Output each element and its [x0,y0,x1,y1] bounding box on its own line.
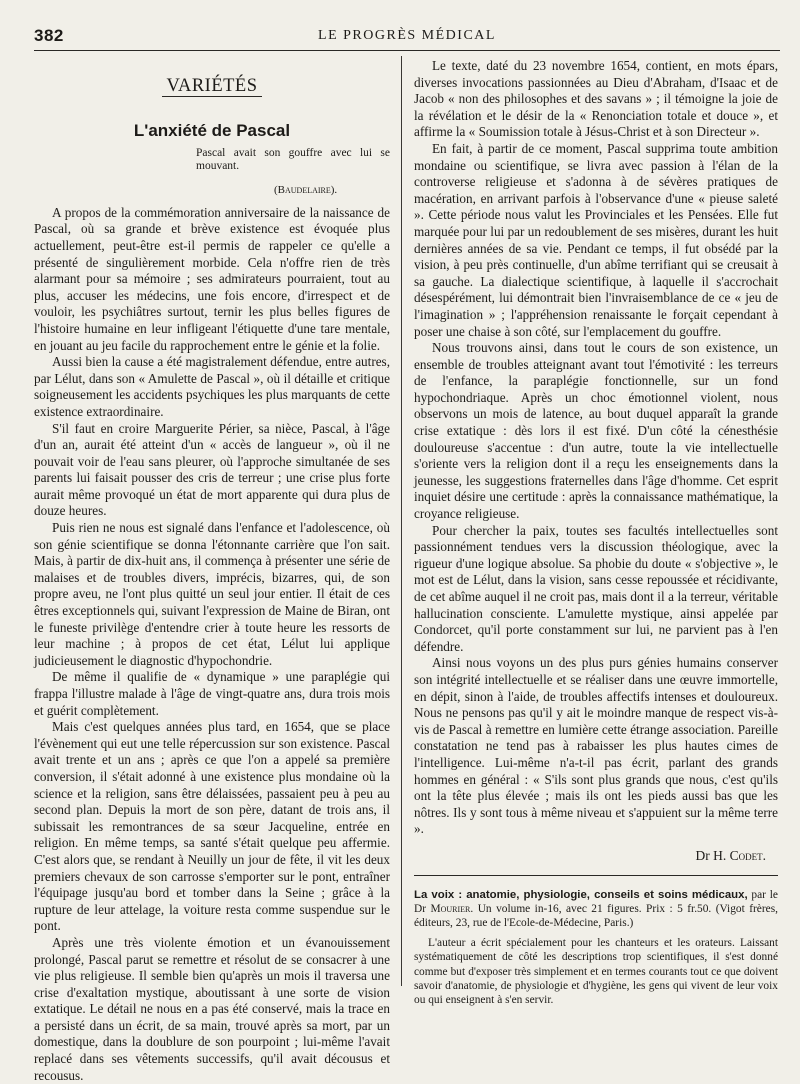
review-body: L'auteur a écrit spécialement pour les chanteurs et les orateurs. Laissant systématiquement de côté les descriptions trop scientifiques, il s'est donné comme but d'exposer très simplement et en termes courants tout ce que doivent savoir d'anatomie, de physiologie et d'hygiène, les gens qui vivent de leur voix ou qui enseignent à s'en servir. [414,937,778,1006]
review-details: Un volume in-16, avec 21 figures. Prix : 5 fr.50. (Vigot frères, éditeurs, 23, rue de l'Ecole-de-Médecine, Paris.) [414,902,778,929]
article-paragraph: A propos de la commémoration anniversaire de la naissance de Pascal, où sa grande et brève existence est évoquée plus actuellement, peut-être est-il permis de rappeler ce qu'elle a présenté de singulièrement morbide. Cela n'offre rien de très alarmant pour sa mémoire ; ses admirateurs pourraient, tout au plus, accuser les médecins, une fois encore, d'irrespect et de vouloir, les psychiâtres surtout, ternir les plus belles figures de l'histoire humaine en leur infligeant l'étiquette d'une tare mentale, en jouant au jeu facile du rapprochement entre le génie et la folie. [34,204,390,353]
epigraph-author: (Baudelaire). [274,184,338,197]
author-signature [414,848,766,865]
book-review-heading [414,888,778,931]
article-paragraph: Le texte, daté du 23 novembre 1654, contient, en mots épars, diverses invocations passionnées au Dieu d'Abraham, d'Isaac et de Jacob « non des philosophes et des savans » ; il témoigne la joie de la révélation et le désir de la « Renonciation totale et douce », et affirme la « Soumission totale à Jésus-Christ et à son Directeur ». [414,58,778,140]
article-paragraph: Aussi bien la cause a été magistralement défendue, entre autres, par Lélut, dans son « Amulette de Pascal », où il détaille et critique soigneusement les accidents psychiques les plus marquants de cette existence extraordinaire. [34,354,390,419]
article-paragraph: De même il qualifie de « dynamique » une paraplégie qui frappa l'illustre malade à l'âge de vingt-quatre ans, dura trois mois et guérit complètement. [34,669,390,718]
article-end-rule [414,875,778,876]
signature-prefix: Dr H. [695,847,727,863]
signature-name: Codet. [729,847,766,863]
article-paragraph: Pour chercher la paix, toutes ses facultés intellectuelles sont passionnément tendues vers la discussion théologique, avec la rigueur d'une logique absolue. Sa phobie du doute « s'objective », le mot est de Lélut, dans la vision, sans cesse repoussée et récidivante, de cet abîme auquel il ne croit pas, mais dont il a la terreur, véritable hallucination consciente. L'amulette mystique, ainsi appelée par Condorcet, qu'il porte constamment sur lui, ne parvient pas à l'en défendre. [414,522,778,654]
article-paragraph: S'il faut en croire Marguerite Périer, sa nièce, Pascal, à l'âge d'un an, aurait été atteint d'un « accès de langueur », où il ne pouvait voir de l'eau sans pleurer, où l'approche simultanée de ses parents lui faisait pousser des cris de terreur ; une crise plus forte aurait même provoqué un état de mort apparente qui dura plus de douze heures. [34,420,390,519]
review-author: Mourier. [430,902,474,915]
review-by: par le Dr [414,888,778,915]
article-paragraph: Mais c'est quelques années plus tard, en 1654, que se place l'évènement qui eut une telle répercussion sur son existence. Pascal avait trente et un ans ; après ce que l'on a appelé sa première conversion, il s'était adonné à une existence plus mondaine où la science et la religion, sans être délaissées, passaient peu à peu au second plan. Depuis la mort de son père, datant de trois ans, il subissait les remontrances de sa sœur Jacqueline, entrée en religion. En même temps, sa santé s'était quelque peu affermie. C'est alors que, se rendant à Neuilly un jour de fête, il vit les deux premiers chevaux de son carrosse s'emporter sur le pont, entraîner l'équipage jusqu'au bord et tomber dans la Seine ; grâce à la rupture de leur attelage, la voiture resta comme suspendue sur le pont. [34,719,390,934]
article-title: L'anxiété de Pascal [133,120,291,140]
article-paragraph: Nous trouvons ainsi, dans tout le cours de son existence, un ensemble de troubles atteignant avant tout l'émotivité : les terreurs de l'enfance, la paraplégie fonctionnelle, sur un fond hypochondriaque. Après un choc émotionnel violent, nous observons un mois de latence, au bout duquel apparaît la grande crise extatique : dès lors il est fixé. D'un côté la cénesthésie douloureuse s'accentue : d'un autre, toute la vie intellectuelle s'oriente vers la religion dont il a reçu les enseignements dans la jeunesse, les suggestions fraternelles dans l'âge d'homme. Cet esprit inquiet désire une certitude : après la connaissance mathématique, la croyance religieuse. [414,340,778,522]
section-title: VARIÉTÉS [34,78,390,97]
journal-title: LE PROGRÈS MÉDICAL [318,28,496,43]
review-title: La voix : anatomie, physiologie, conseils et soins médicaux, [414,888,748,901]
article-paragraph: Puis rien ne nous est signalé dans l'enfance et l'adolescence, où son génie scientifique se donna l'étonnante carrière que l'on sait. Mais, à partir de dix-huit ans, il commença à présenter une série de malaises et de troubles divers, imprécis, bizarres, qui, de son propre aveu, ne l'ont plus quitté un seul jour entier. Il était de ces êtres exceptionnels qui, suivant l'expression de Maine de Biran, ont le funeste privilège d'entendre crier à toute heure les ressorts de leur machine ; à propos de cet état, Lélut lui applique judicieusement le diagnostic d'hypochondrie. [34,520,390,668]
article-paragraph: En fait, à partir de ce moment, Pascal supprima toute ambition mondaine ou scientifique, se livra avec passion à l'élan de la controverse religieuse et s'adonna à de sévères pratiques de macération, en arrivant parfois à l'observance d'une « pieuse saleté ». Cette période nous valut les Provinciales et les Pensées. Elle fut marquée pour lui par un redoublement de ses misères, durant les huit dernières années de sa vie. Pendant ce temps, il fut obsédé par la vision, à peu près continuelle, d'un abîme terrifiant qui se creusait à sa gauche. La dialectique scientifique, à laquelle il s'accrochait désespérément, lui démontrait bien l'invraisemblance de ce « jeu de l'imagination » ; l'appréhension renaissante le forçait cependant à poser une chaise à son côté, sur l'emplacement du gouffre. [414,140,778,339]
epigraph: Pascal avait son gouffre avec lui se mouvant. [196,147,390,172]
left-column [34,58,390,1084]
column-divider [401,56,402,986]
article-paragraph: Ainsi nous voyons un des plus purs génies humains conserver son intégrité intellectuelle et se réaliser dans une œuvre immortelle, en dépit, sinon à l'aide, de troubles affectifs intenses et douloureux. Nous ne pensons pas qu'il y ait le moindre manque de respect vis-à-vis de Pascal à remettre en lumière cette étrange association. Pareille constatation ne tend pas à rabaisser les plus hautes cimes de l'intelligence. Lui-même n'a-t-il pas écrit, parlant des grands hommes en général : « S'ils sont plus grands que nous, c'est qu'ils ont la tête plus élevée ; mais ils ont les pieds aussi bas que les nôtres. Ils y sont tous à même niveau et s'appuient sur la même terre ». [414,655,778,837]
page-number: 382 [34,26,64,45]
header-rule [34,50,780,51]
running-head [34,26,780,46]
right-column [414,58,778,1007]
article-paragraph: Après une très violente émotion et un évanouissement prolongé, Pascal parut se remettre et résolut de se consacrer à une vie plus religieuse. Il semble bien qu'après un mois il traversa une crise d'exaltation mystique, aboutissant à une sorte de vision extatique. Le détail ne nous en a pas été conservé, mais la trace en a persisté dans un écrit, de sa main, trouvé après sa mort, par un domestique, dans la doublure de son pourpoint ; lui-même l'avait replacé dans ses vêtements successifs, qu'il avait décousus et recousus. [34,934,390,1083]
